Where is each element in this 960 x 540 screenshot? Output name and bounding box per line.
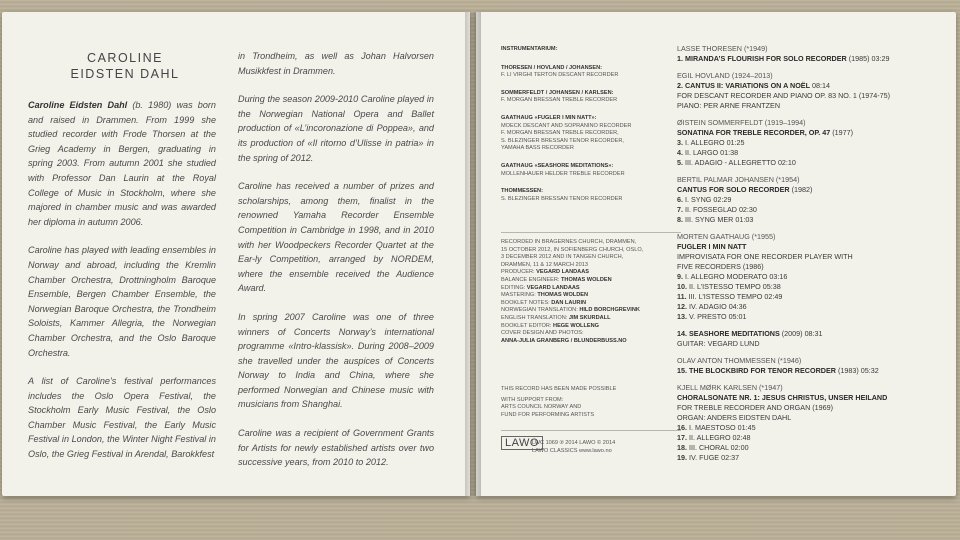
instrument-line: MOECK DESCANT AND SOPRANINO RECORDER <box>501 122 632 129</box>
work-entry <box>677 356 939 376</box>
instrument-line: MOLLENHAUER HELDER TREBLE RECORDER <box>501 170 625 177</box>
track-title: III. SYNG MER <box>685 215 734 224</box>
work-title <box>677 329 939 339</box>
track-number: 5. <box>677 158 683 167</box>
work-title <box>677 54 939 64</box>
composer-name: EGIL HOVLAND (1924–2013) <box>677 71 773 80</box>
credit-role: BOOKLET NOTES: <box>501 299 550 306</box>
credit-role: ENGLISH TRANSLATION: <box>501 314 568 321</box>
track-duration: 01:38 <box>720 148 739 157</box>
track-number: 9. <box>677 272 683 281</box>
credit-line: 3 DECEMBER 2012 AND IN TANGEN CHURCH, <box>501 254 624 261</box>
work-title <box>677 128 939 138</box>
credit-name: DAN LAURIN <box>549 299 587 306</box>
instrumentarium-heading: INSTRUMENTARIUM: <box>501 46 558 52</box>
instrument-line: S. BLEZINGER BRESSAN TENOR RECORDER, <box>501 137 624 144</box>
credit-role: MASTERING: <box>501 292 536 299</box>
track-row <box>677 138 939 148</box>
track-row <box>677 292 939 302</box>
work-title <box>677 393 939 403</box>
instrument-group-title: SOMMERFELDT / JOHANSEN / KARLSEN: <box>501 89 614 96</box>
credit-role: EDITING: <box>501 284 526 291</box>
biography-column-2 <box>238 49 434 484</box>
work-title-text: 15. THE BLOCKBIRD FOR TENOR RECORDER <box>677 366 836 375</box>
artist-last-name: EIDSTEN DAHL <box>70 67 180 81</box>
bio-paragraph: A list of Caroline’s festival performances includes the Oslo Opera Festival, the Stockholm Early Music Festival, the Oslo Chamber Music Festival, the Early Music Festival in London, the Winter Night Festival in Oslo, the Grieg Festival in Arendal, Barokkfest <box>28 376 216 460</box>
credit-name: VEGARD LANDAAS <box>534 269 589 276</box>
track-duration: 01:25 <box>726 138 745 147</box>
track-number: 3. <box>677 138 683 147</box>
work-year: (1983) <box>837 366 859 375</box>
instrument-group <box>501 115 681 153</box>
track-duration: 04:36 <box>728 302 747 311</box>
biography-column-1 <box>28 98 216 476</box>
work-detail: PIANO: PER ARNE FRANTZEN <box>677 101 781 110</box>
instrument-group-title: GAATHAUG «FUGLER I MIN NATT»: <box>501 114 597 121</box>
composer-name: MORTEN GAATHAUG (*1955) <box>677 232 776 241</box>
credit-name: VEGARD LANDAAS <box>525 284 580 291</box>
track-number: 13. <box>677 312 687 321</box>
credit-name: THOMAS WOLDEN <box>535 292 589 299</box>
track-duration: 03:16 <box>769 272 788 281</box>
work-duration: 08:31 <box>804 329 823 338</box>
track-number: 18. <box>677 443 687 452</box>
work-title <box>677 185 939 195</box>
work-entry <box>677 175 939 225</box>
track-duration: 02:49 <box>764 292 783 301</box>
credit-line <box>501 300 681 308</box>
instrument-group <box>501 163 681 178</box>
credit-line <box>501 292 681 300</box>
track-duration: 01:03 <box>735 215 754 224</box>
work-title-text: 1. MIRANDA’S FLOURISH FOR SOLO RECORDER <box>677 54 847 63</box>
track-number: 6. <box>677 195 683 204</box>
instrument-line: F. LI VIRGHI TERTON DESCANT RECORDER <box>501 72 619 79</box>
support-credits <box>501 386 681 419</box>
bio-lead: Caroline Eidsten Dahl <box>28 100 128 110</box>
track-title: I. ALLEGRO <box>685 138 725 147</box>
track-title: V. PRESTO <box>689 312 727 321</box>
track-duration: 01:45 <box>737 423 756 432</box>
track-number: 19. <box>677 453 687 462</box>
track-title: I. MAESTOSO <box>689 423 736 432</box>
track-title: II. FOSSEGLAD <box>685 205 737 214</box>
work-year: (1982) <box>791 185 813 194</box>
work-entry <box>677 44 939 64</box>
support-line: ARTS COUNCIL NORWAY AND <box>501 404 582 411</box>
bio-paragraph <box>28 98 216 229</box>
track-duration: 02:29 <box>713 195 732 204</box>
recording-credits <box>501 239 681 345</box>
composer-name: KJELL MØRK KARLSEN (*1947) <box>677 383 783 392</box>
track-row <box>677 158 939 168</box>
work-title-text: CANTUS FOR SOLO RECORDER <box>677 185 790 194</box>
bio-paragraph: Caroline has received a number of prizes and scholarships, among them, finalist in the renowned Yamaha Recorder Ensemble Competition in Cambridge in 1998, and in 2010 with her Woodpeckers Recorder Quartet at the Ear-ly Competition, arranged by NORDEM, where the ensemble received the Audience Award. <box>238 181 434 294</box>
work-title-text: FUGLER I MIN NATT <box>677 242 747 251</box>
catalog-line: LWC 1069 ℗ 2014 LAWO © 2014 <box>532 440 616 446</box>
work-duration: 05:32 <box>860 366 879 375</box>
artist-title <box>30 50 220 82</box>
work-year: (1985) <box>848 54 870 63</box>
track-title: III. CHORAL <box>689 443 729 452</box>
track-title: II. L’ISTESSO TEMPO <box>689 282 761 291</box>
work-year: (1977) <box>832 128 853 137</box>
divider <box>501 430 681 431</box>
track-number: 17. <box>677 433 687 442</box>
track-duration: 02:10 <box>777 158 796 167</box>
work-detail: FOR DESCANT RECORDER AND PIANO OP. 83 NO. 1 (1974-75) <box>677 91 891 100</box>
work-title <box>677 366 939 376</box>
track-row <box>677 205 939 215</box>
track-number: 7. <box>677 205 683 214</box>
support-line: FUND FOR PERFORMING ARTISTS <box>501 411 595 418</box>
track-number: 10. <box>677 282 687 291</box>
work-detail: FOR TREBLE RECORDER AND ORGAN (1969) <box>677 403 834 412</box>
track-row <box>677 215 939 225</box>
track-title: I. SYNG <box>685 195 712 204</box>
work-entry <box>677 71 939 111</box>
artist-first-name: CAROLINE <box>87 51 163 65</box>
credit-line <box>501 277 681 285</box>
instrument-group-title: GAATHAUG «SEASHORE MEDITATIONS»: <box>501 162 614 169</box>
bio-text: (b. 1980) was born and raised in Drammen. From 1999 she studied recorder with Frode Thorsen at the Grieg Academy in Bergen, graduating in spring 2003. From autumn 2001 she studied with Professor Dan Laurin at the Royal College of Music in Stockholm, where she majored in chamber music and was awarded her diploma in autumn 2006. <box>28 100 216 227</box>
work-entry <box>677 329 939 349</box>
credit-line <box>501 307 681 315</box>
credit-role: PRODUCER: <box>501 269 535 276</box>
bio-paragraph: Caroline has played with leading ensembles in Norway and abroad, including the Kremlin Chamber Orchestra, Drottningholm Baroque Ensemble, Bergen Chamber Ensemble, the Norwegian Baroque Orchestra, the Trondheim Soloists, Kammer Allegria, the Norwegian Chamber Orchestra, and the Oslo Baroque Orchestra. <box>28 245 216 358</box>
track-number: 11. <box>677 292 687 301</box>
work-entry <box>677 383 939 463</box>
work-title <box>677 242 939 252</box>
track-row <box>677 195 939 205</box>
track-title: III. L’ISTESSO TEMPO <box>688 292 763 301</box>
instrument-group-title: THOMMESSEN: <box>501 188 543 195</box>
credit-name: HILD BORCHGREVINK <box>577 307 640 314</box>
lawo-logo: LAWO <box>501 436 543 450</box>
track-duration: 02:30 <box>738 205 757 214</box>
credit-name: JIM SKURDALL <box>567 314 611 321</box>
credit-line: DRAMMEN, 11 & 12 MARCH 2013 <box>501 261 588 268</box>
work-detail: FIVE RECORDERS (1986) <box>677 262 764 271</box>
track-title: II. LARGO <box>685 148 719 157</box>
track-row <box>677 148 939 158</box>
credit-line: RECORDED IN BRAGERNES CHURCH, DRAMMEN, <box>501 239 637 245</box>
credit-line: COVER DESIGN AND PHOTOS: <box>501 330 584 337</box>
work-title-text: 2. CANTUS II: VARIATIONS ON A NOËL <box>677 81 810 90</box>
instrument-group-title: THORESEN / HOVLAND / JOHANSEN: <box>501 64 603 71</box>
instrument-line: S. BLEZINGER BRESSAN TENOR RECORDER <box>501 195 623 202</box>
work-title-text: CHORALSONATE NR. 1: JESUS CHRISTUS, UNSER HEILAND <box>677 393 888 402</box>
divider <box>501 232 681 233</box>
catalog-line: LAWO CLASSICS www.lawo.no <box>532 447 612 454</box>
track-row <box>677 443 939 453</box>
work-duration: 03:29 <box>871 54 890 63</box>
track-duration: 05:01 <box>728 312 747 321</box>
track-title: IV. FUGE <box>689 453 720 462</box>
track-row <box>677 453 939 463</box>
instrument-line: F. MORGAN BRESSAN TREBLE RECORDER <box>501 97 618 104</box>
catalog-info <box>532 440 692 455</box>
instrument-line: F. MORGAN BRESSAN TREBLE RECORDER, <box>501 130 619 137</box>
bio-paragraph: in Trondheim, as well as Johan Halvorsen Musikkfest in Drammen. <box>238 51 434 76</box>
composer-name: LASSE THORESEN (*1949) <box>677 44 768 53</box>
work-title <box>677 81 939 91</box>
credit-role: BALANCE ENGINEER: <box>501 276 560 283</box>
work-entry <box>677 118 939 168</box>
work-duration: 08:14 <box>811 81 830 90</box>
instrument-group <box>501 65 681 80</box>
credit-name: THOMAS WOLDEN <box>559 276 612 283</box>
track-row <box>677 312 939 322</box>
work-title-text: SONATINA FOR TREBLE RECORDER, OP. 47 <box>677 128 831 137</box>
credit-name: HEGE WOLLENG <box>551 322 600 329</box>
work-detail: IMPROVISATA FOR ONE RECORDER PLAYER WITH <box>677 252 853 261</box>
tracklist <box>677 44 939 470</box>
work-year: (2009) <box>781 329 803 338</box>
track-row <box>677 272 939 282</box>
instrumentarium <box>501 46 681 213</box>
credit-line <box>501 323 681 331</box>
track-row <box>677 433 939 443</box>
credit-line <box>501 315 681 323</box>
credit-line <box>501 285 681 293</box>
track-row <box>677 282 939 292</box>
credit-line: 15 OCTOBER 2012, IN SOFIENBERG CHURCH, OSLO, <box>501 246 644 253</box>
credit-line: ANNA-JULIA GRANBERG / BLUNDERBUSS.NO <box>501 337 627 344</box>
instrument-line: YAMAHA BASS RECORDER <box>501 145 574 152</box>
instrument-group <box>501 188 681 203</box>
work-detail: GUITAR: VEGARD LUND <box>677 339 760 348</box>
track-number: 16. <box>677 423 687 432</box>
track-row <box>677 302 939 312</box>
instrument-group <box>501 90 681 105</box>
track-number: 4. <box>677 148 683 157</box>
track-duration: 02:00 <box>730 443 749 452</box>
track-duration: 02:37 <box>721 453 740 462</box>
composer-name: BERTIL PALMAR JOHANSEN (*1954) <box>677 175 800 184</box>
credit-line <box>501 269 681 277</box>
credit-role: BOOKLET EDITOR: <box>501 322 552 329</box>
support-line: THIS RECORD HAS BEEN MADE POSSIBLE <box>501 386 617 392</box>
track-title: III. ADAGIO - ALLEGRETTO <box>685 158 776 167</box>
composer-name: ØISTEIN SOMMERFELDT (1919–1994) <box>677 118 806 127</box>
track-duration: 02:48 <box>732 433 751 442</box>
composer-name: OLAV ANTON THOMMESSEN (*1946) <box>677 356 802 365</box>
track-number: 12. <box>677 302 687 311</box>
bio-paragraph: During the season 2009-2010 Caroline played in the Norwegian National Opera and Ballet production of «L’incoronazione di Poppea», and its production of «Il ritorno d’Ulisse in patria» in the spring of 2012. <box>238 94 434 163</box>
track-title: II. ALLEGRO <box>689 433 731 442</box>
bio-paragraph: Caroline was a recipient of Government Grants for Artists for newly established artists over two successive years, from 2010 to 2012. <box>238 428 434 468</box>
track-title: IV. ADAGIO <box>689 302 727 311</box>
support-line: WITH SUPPORT FROM: <box>501 396 564 403</box>
track-row <box>677 423 939 433</box>
credit-role: NORWEGIAN TRANSLATION: <box>501 307 578 314</box>
track-duration: 05:38 <box>762 282 781 291</box>
booklet-spine <box>465 12 481 496</box>
track-number: 8. <box>677 215 683 224</box>
work-detail: ORGAN: ANDERS EIDSTEN DAHL <box>677 413 792 422</box>
work-entry <box>677 232 939 322</box>
track-title: I. ALLEGRO MODERATO <box>685 272 768 281</box>
bio-paragraph: In spring 2007 Caroline was one of three winners of Concerts Norway’s international programme «Intro-klassisk». During 2008–2009 she travelled under the auspices of Concerts Norway to India and China, where she performed Norwegian and Chinese music with musicians from Shanghai. <box>238 311 434 410</box>
work-title-text: 14. SEASHORE MEDITATIONS <box>677 329 780 338</box>
